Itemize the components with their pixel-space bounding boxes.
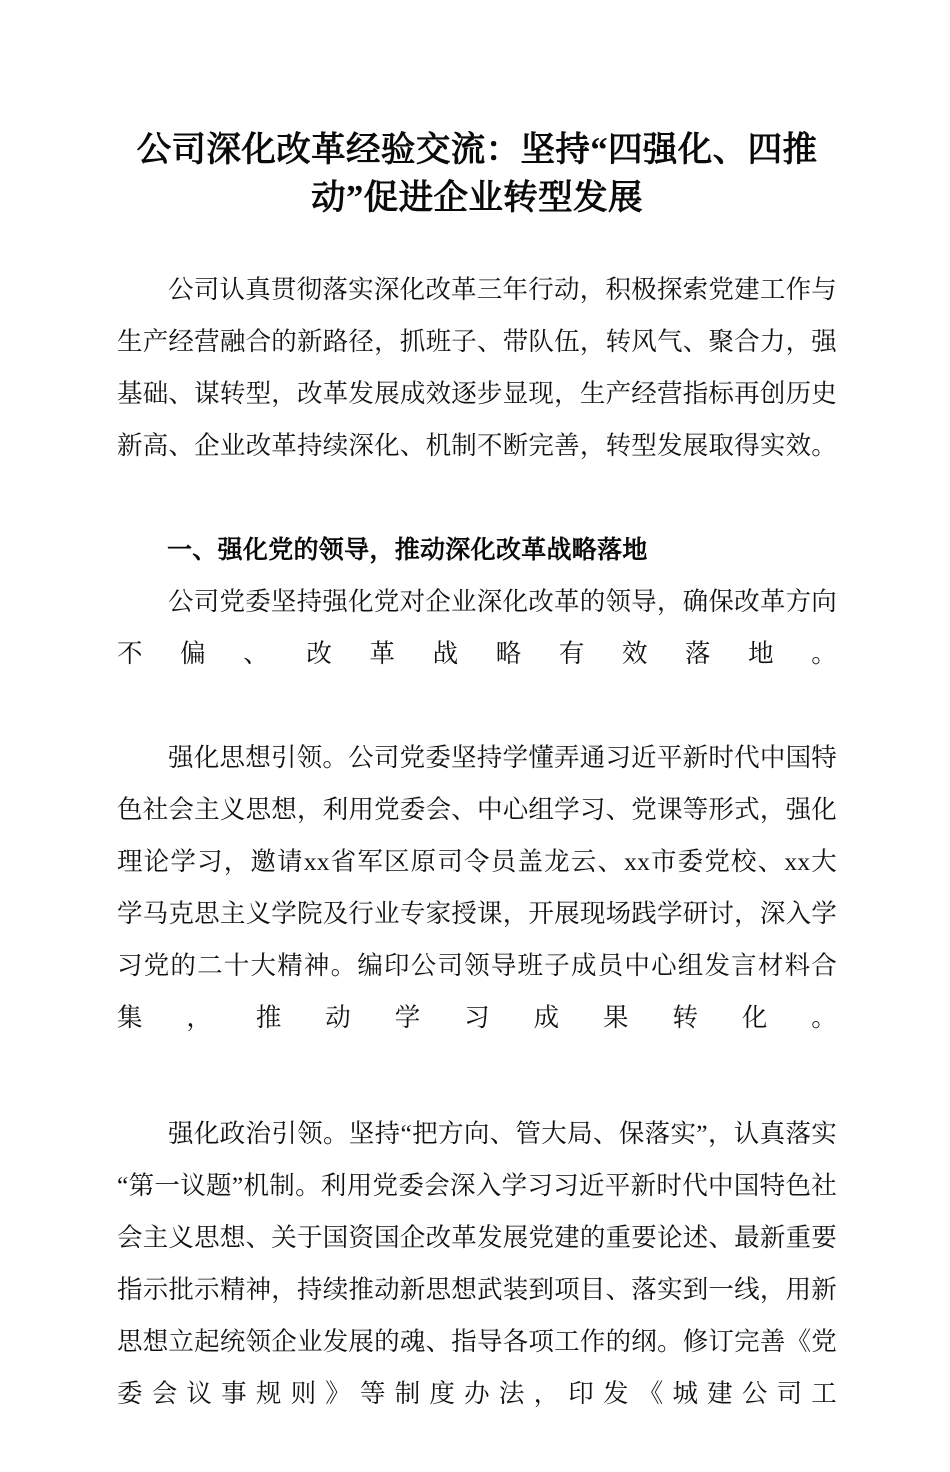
section-heading-1: 一、强化党的领导，推动深化改革战略落地 [167,536,648,564]
page-title: 公司深化改革经验交流：坚持“四强化、四推动”促进企业转型发展 [136,131,818,217]
intro-paragraph: 公司认真贯彻落实深化改革三年行动，积极探索党建工作与生产经营融合的新路径，抓班子、带队伍，转风气、聚合力，强基础、谋转型，改革发展成效逐步显现，生产经营指标再创历史新高、企业改革持续深化、机制不断完善，转型发展取得实效。 [117,275,837,460]
section-1-paragraph-2: 强化思想引领。公司党委坚持学懂弄通习近平新时代中国特色社会主义思想，利用党委会、中心组学习、党课等形式，强化理论学习，邀请xx省军区原司令员盖龙云、xx市委党校、xx大学马克思主义学院及行业专家授课，开展现场践学研讨，深入学习党的二十大精神。编印公司领导班子成员中心组发言材料合集，推动学习成果转化。 [117,743,837,1032]
document-content [117,0,837,1472]
section-1-paragraph-3: 强化政治引领。坚持“把方向、管大局、保落实”，认真落实“第一议题”机制。利用党委会深入学习习近平新时代中国特色社会主义思想、关于国资国企改革发展党建的重要论述、最新重要指示批示精神，持续推动新思想武装到项目、落实到一线，用新思想立起统领企业发展的魂、指导各项工作的纲。修订完善《党委会议事规则》等制度办法，印发《城建公司工 [117,1119,837,1408]
section-1-paragraph-1: 公司党委坚持强化党对企业深化改革的领导，确保改革方向不偏、改革战略有效落地。 [117,587,837,668]
paragraph-spacer [117,1096,837,1108]
title-body-spacer [117,222,837,264]
